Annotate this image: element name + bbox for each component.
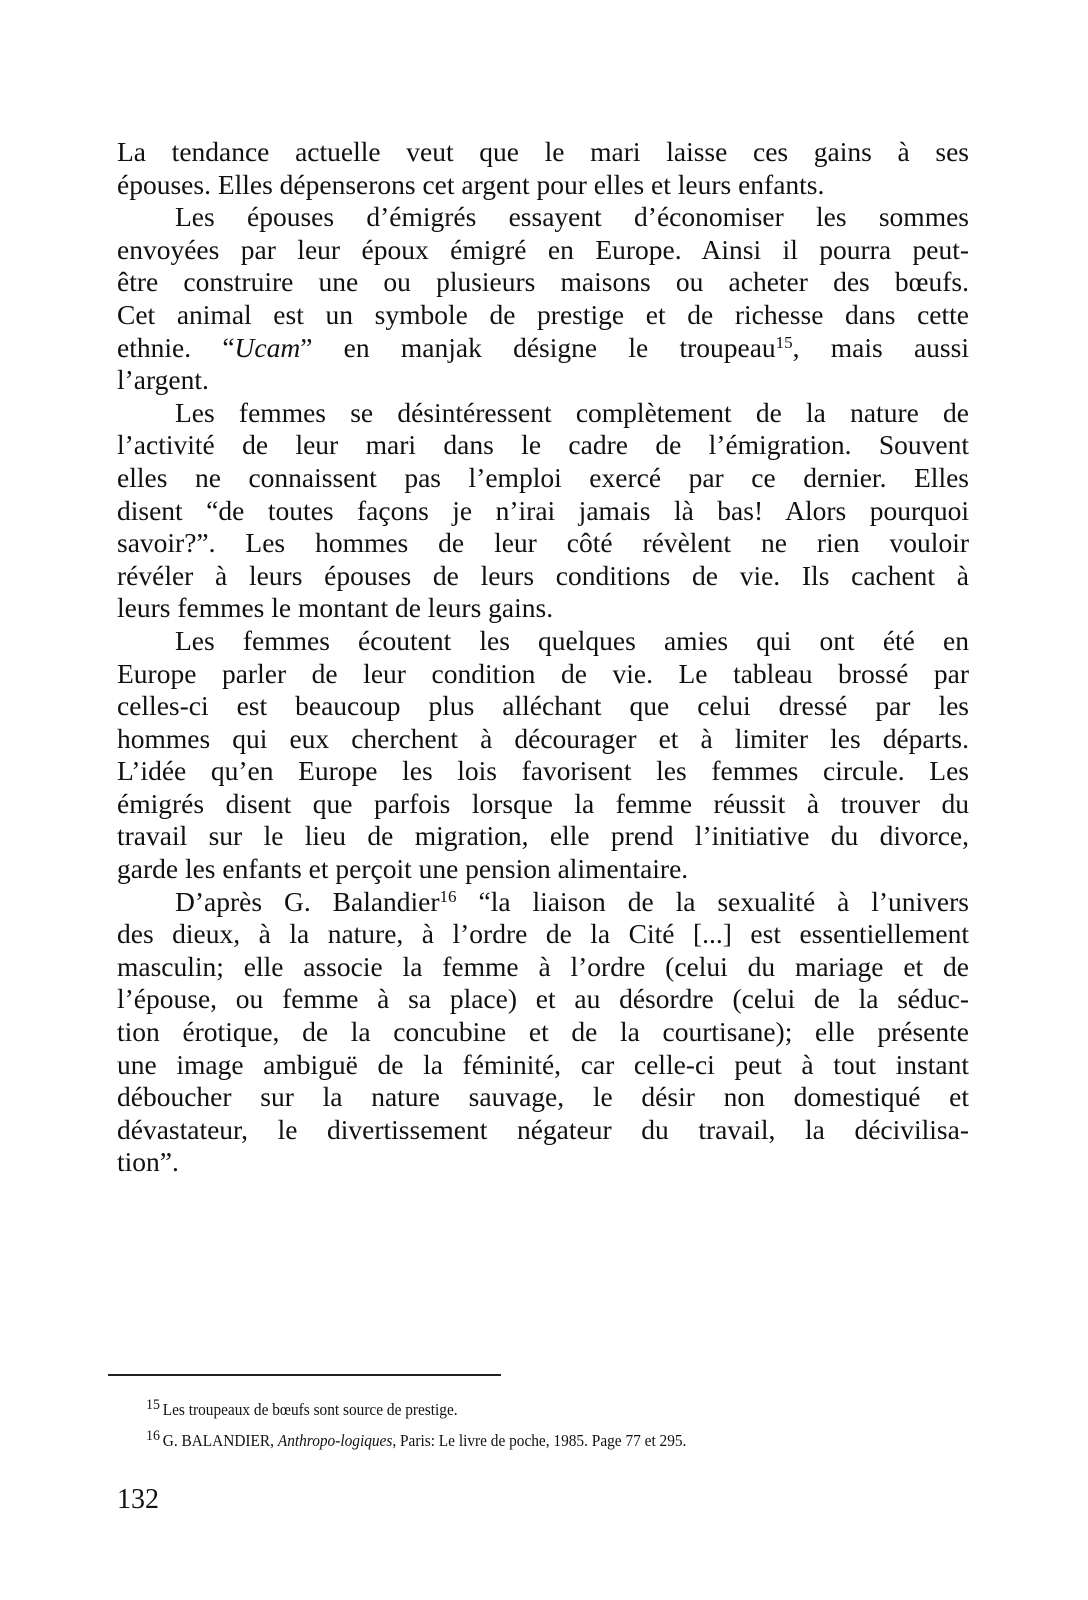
- footnote-16: [146, 1423, 686, 1454]
- text-line: [117, 169, 969, 202]
- text-line: [117, 592, 969, 625]
- text-segment: ethnie. “: [117, 331, 235, 363]
- text-segment: déboucher sur la nature sauvage, le désir non domestiqué et: [117, 1081, 969, 1113]
- text-segment: être construire une ou plusieurs maisons ou acheter des bœufs.: [117, 266, 969, 298]
- text-segment: La tendance actuelle veut que le mari laisse ces gains à ses: [117, 136, 969, 167]
- text-segment: leurs femmes le montant de leurs gains.: [117, 592, 554, 624]
- text-segment: Cet animal est un symbole de prestige et de richesse dans cette: [117, 298, 969, 330]
- text-line: [117, 527, 969, 560]
- text-line: [117, 201, 969, 234]
- footnote-separator: [108, 1374, 501, 1376]
- text-line: [117, 560, 969, 593]
- text-segment: garde les enfants et perçoit une pension alimentaire.: [117, 853, 689, 885]
- body-text: [117, 136, 969, 1179]
- text-segment: savoir?”. Les hommes de leur côté révèlent ne rien vouloir: [117, 527, 969, 559]
- footnote-15: [146, 1392, 686, 1423]
- text-segment: Europe parler de leur condition de vie. Le tableau brossé par: [117, 657, 969, 689]
- text-segment: Les femmes écoutent les quelques amies qui ont été en: [175, 624, 969, 656]
- text-line: [117, 332, 969, 365]
- text-segment: l’épouse, ou femme à sa place) et au désordre (celui de la séduc-: [117, 983, 969, 1015]
- text-segment: révéler à leurs épouses de leurs conditions de vie. Ils cachent à: [117, 559, 969, 591]
- text-line: [117, 495, 969, 528]
- footnote-author: G. BALANDIER,: [162, 1431, 278, 1450]
- text-segment: travail sur le lieu de migration, elle prend l’initiative du divorce,: [117, 820, 969, 852]
- text-line: [117, 690, 969, 723]
- text-segment: Les femmes se désintéressent complètement de la nature de: [175, 396, 969, 428]
- italic-term: Ucam: [234, 331, 301, 363]
- text-segment: envoyées par leur époux émigré en Europe. Ainsi il pourra peut-: [117, 233, 969, 265]
- text-line: [117, 429, 969, 462]
- text-line: [117, 299, 969, 332]
- text-line: [117, 853, 969, 886]
- text-segment: épouses. Elles dépenserons cet argent pour elles et leurs enfants.: [117, 168, 825, 200]
- text-segment: Les épouses d’émigrés essayent d’économiser les sommes: [175, 201, 969, 233]
- text-segment: elles ne connaissent pas l’emploi exercé par ce dernier. Elles: [117, 461, 969, 493]
- text-segment: ” en manjak désigne le troupeau: [300, 331, 776, 363]
- text-line: [117, 1146, 969, 1179]
- footnote-number: 15: [146, 1397, 160, 1413]
- footnotes: [146, 1392, 686, 1454]
- footnote-reference: 16: [439, 886, 457, 906]
- text-segment: des dieux, à la nature, à l’ordre de la Cité [...] est essentiellement: [117, 918, 969, 950]
- text-segment: masculin; elle associe la femme à l’ordre (celui du mariage et de: [117, 950, 969, 982]
- text-line: [117, 723, 969, 756]
- text-line: [117, 983, 969, 1016]
- text-line: [117, 1081, 969, 1114]
- text-line: [117, 951, 969, 984]
- text-line: [117, 1049, 969, 1082]
- text-line: [117, 820, 969, 853]
- text-segment: celles-ci est beaucoup plus alléchant que celui dressé par les: [117, 690, 969, 722]
- text-line: [117, 1016, 969, 1049]
- text-segment: dévastateur, le divertissement négateur du travail, la décivilisa-: [117, 1113, 969, 1145]
- footnote-reference: 15: [775, 332, 793, 352]
- text-segment: , mais aussi: [792, 331, 969, 363]
- text-segment: une image ambiguë de la féminité, car celle-ci peut à tout instant: [117, 1048, 969, 1080]
- text-segment: disent “de toutes façons je n’irai jamais là bas! Alors pourquoi: [117, 494, 969, 526]
- footnote-book-title: Anthropo-logiques: [277, 1431, 393, 1450]
- text-line: [117, 788, 969, 821]
- text-line: [117, 364, 969, 397]
- text-line: [117, 918, 969, 951]
- text-segment: D’après G. Balandier: [175, 885, 440, 917]
- footnote-publication: , Paris: Le livre de poche, 1985. Page 77 et 295.: [392, 1431, 687, 1450]
- page-number: 132: [117, 1484, 159, 1515]
- text-line: [117, 886, 969, 919]
- text-line: [117, 625, 969, 658]
- text-line: [117, 755, 969, 788]
- text-line: [117, 397, 969, 430]
- text-line: [117, 1114, 969, 1147]
- text-line: [117, 462, 969, 495]
- text-segment: L’idée qu’en Europe les lois favorisent les femmes circule. Les: [117, 755, 969, 787]
- text-segment: l’argent.: [117, 364, 209, 396]
- text-line: [117, 658, 969, 691]
- footnote-number: 16: [146, 1428, 160, 1444]
- text-segment: hommes qui eux cherchent à décourager et à limiter les départs.: [117, 722, 969, 754]
- text-segment: “la liaison de la sexualité à l’univers: [456, 885, 969, 917]
- text-segment: l’activité de leur mari dans le cadre de l’émigration. Souvent: [117, 429, 969, 461]
- text-segment: tion”.: [117, 1146, 179, 1178]
- text-line: [117, 266, 969, 299]
- text-segment: tion érotique, de la concubine et de la courtisane); elle présente: [117, 1016, 969, 1048]
- text-line: [117, 136, 969, 169]
- text-line: [117, 234, 969, 267]
- text-segment: émigrés disent que parfois lorsque la femme réussit à trouver du: [117, 787, 969, 819]
- footnote-text: Les troupeaux de bœufs sont source de prestige.: [162, 1400, 458, 1419]
